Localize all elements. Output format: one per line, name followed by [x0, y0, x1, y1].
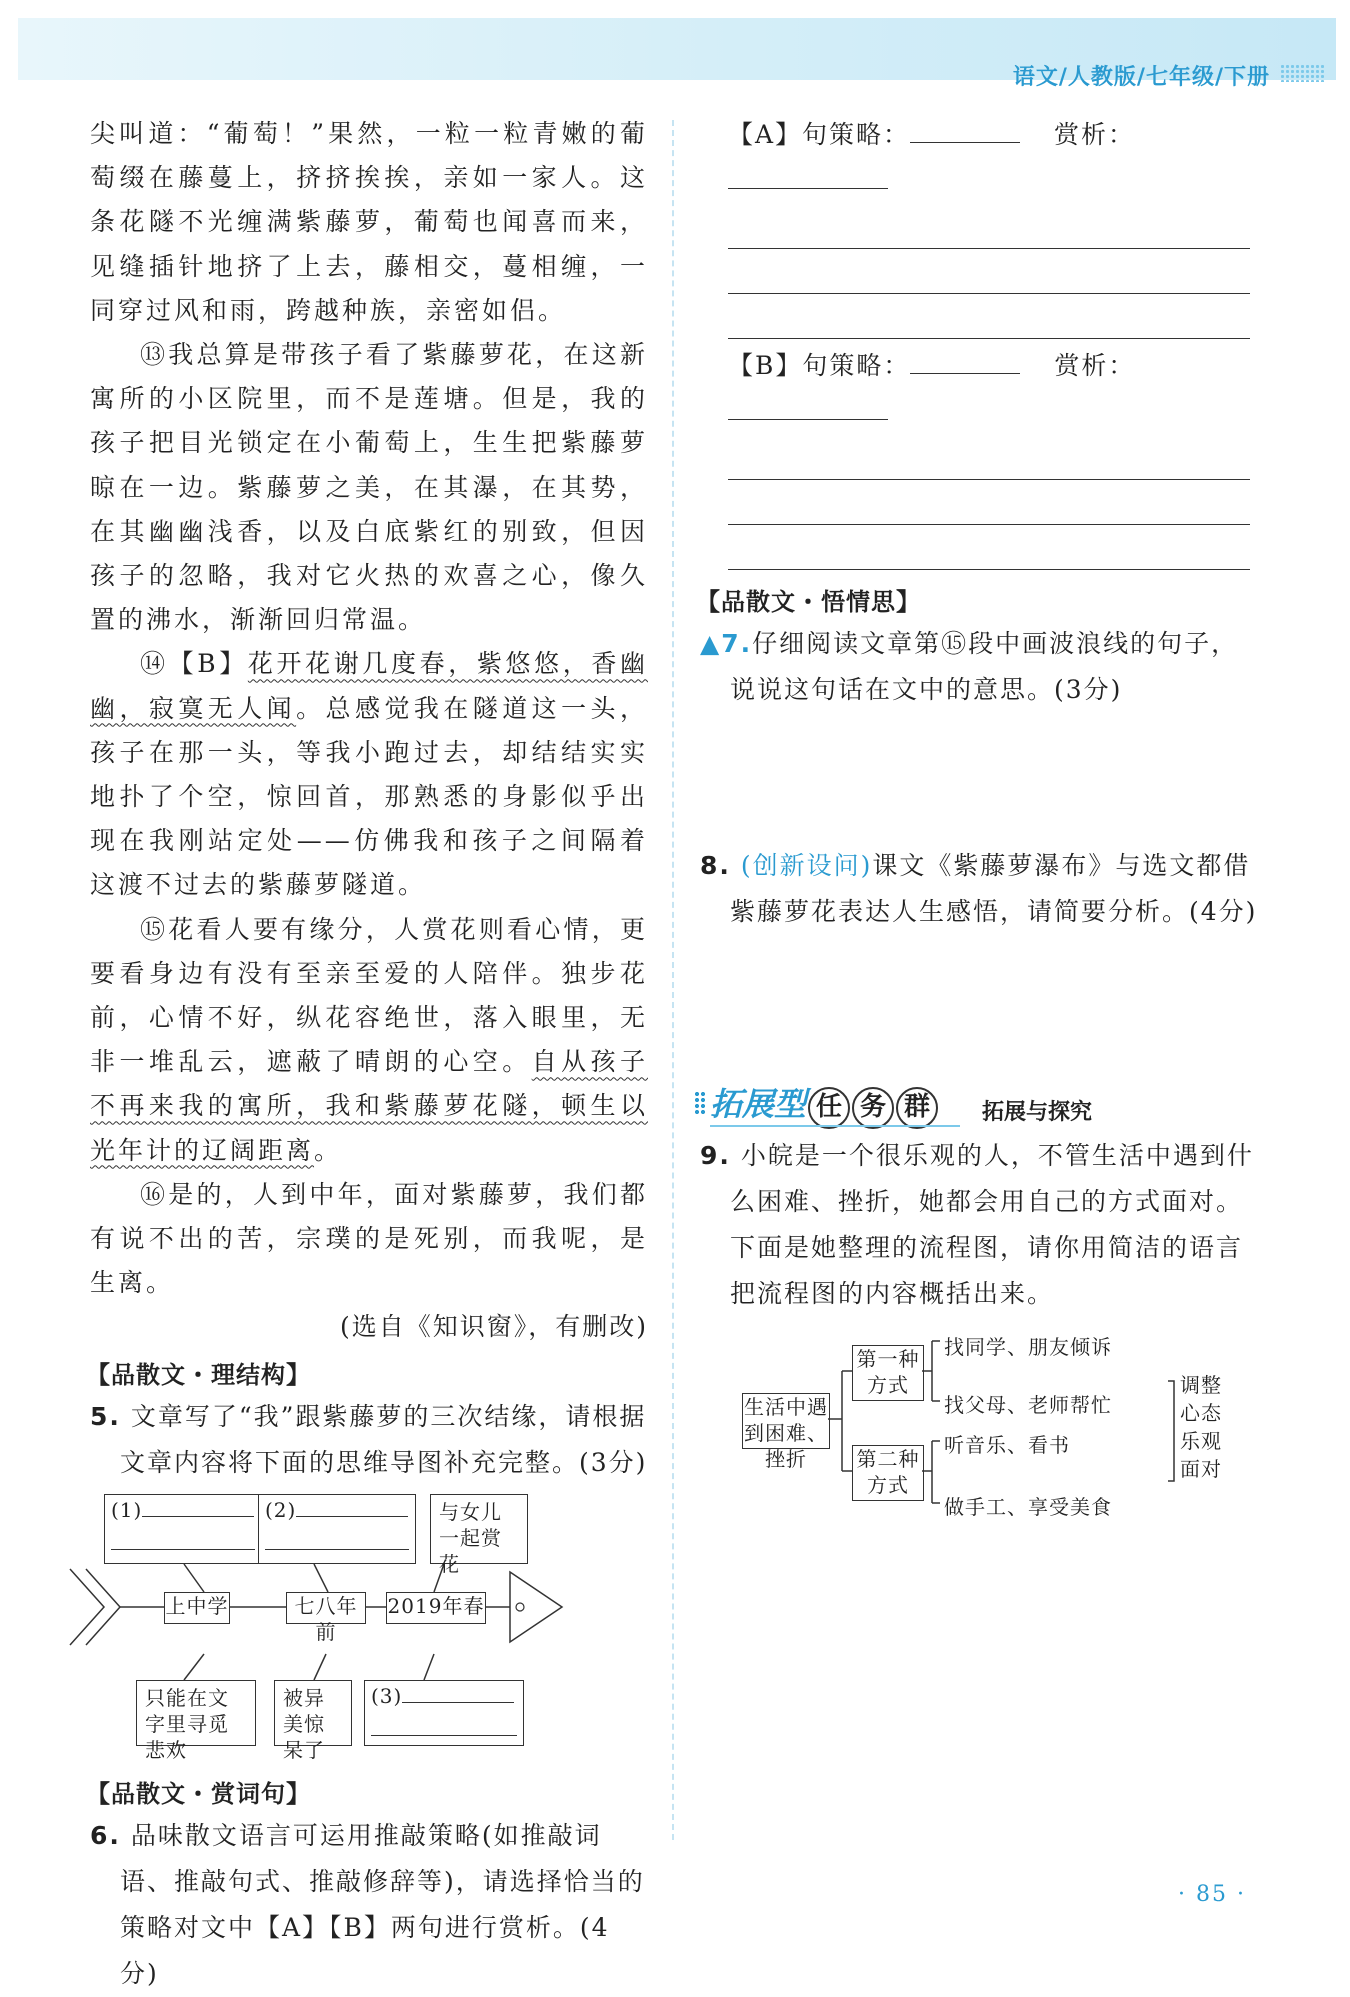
mind-map	[64, 1494, 624, 1764]
extension-mark	[694, 1091, 706, 1115]
q5-number: 5.	[90, 1402, 121, 1432]
p15-start: ⑮花看人要有缘分，人赏花则看心情，更要看身边有没有至亲至爱的人陪伴。独步花前，心情不好，纵花容绝世，落入眼里，无非一堆乱云，遮蔽了晴朗的心空。	[90, 914, 648, 1077]
question-8	[700, 843, 1260, 935]
question-9	[700, 1133, 1260, 1317]
q6-number: 6.	[90, 1821, 121, 1851]
answer-a-line	[700, 112, 1260, 204]
q7-answer-space	[700, 713, 1260, 843]
header-dots-decoration	[1280, 64, 1324, 82]
q9-number: 9.	[700, 1141, 731, 1170]
extension-underline	[710, 1125, 960, 1127]
answer-a-lines[interactable]	[728, 204, 1250, 339]
extension-title-text: 拓展型	[710, 1085, 807, 1123]
extension-subtitle: 拓展与探究	[982, 1100, 1093, 1125]
q9-text: 小皖是一个很乐观的人，不管生活中遇到什么困难、挫折，她都会用自己的方式面对。下面是她整理的流程图，请你用简洁的语言把流程图的内容概括出来。	[730, 1141, 1254, 1308]
flow-way-1-item-a: 找同学、朋友倾诉	[944, 1335, 1112, 1359]
sentence-b-wavy: 花开花谢几度春，紫悠悠，香幽幽，寂寞无人闻	[90, 649, 648, 723]
q8-text: 课文《紫藤萝瀑布》与选文都借紫藤萝花表达人生感悟，请简要分析。(4分)	[730, 851, 1258, 926]
answer-b-lines[interactable]	[728, 435, 1250, 570]
question-6	[90, 1813, 648, 1997]
section-heading-emotion: 【品散文・悟情思】	[696, 588, 921, 616]
flow-result: 调整心态乐观面对	[1180, 1373, 1222, 1481]
circle-char-2: 务	[852, 1087, 894, 1129]
a-strategy-blank[interactable]	[910, 118, 1020, 143]
q8-number: 8.	[700, 851, 731, 880]
q6-text: 品味散文语言可运用推敲策略(如推敲词语、推敲句式、推敲修辞等)，请选择恰当的策略对文中【A】【B】两句进行赏析。(4分)	[120, 1821, 645, 1989]
a-strategy-label: 【A】句策略：	[728, 120, 911, 149]
bot3-label: (3)	[371, 1684, 403, 1709]
flow-way-2-item-b: 做手工、享受美食	[944, 1495, 1112, 1519]
p14-number: ⑭【B】	[140, 649, 248, 679]
source-note: (选自《知识窗》，有删改)	[339, 1312, 648, 1342]
q5-text: 文章写了“我”跟紫藤萝的三次结缘，请根据文章内容将下面的思维导图补充完整。(3分)	[120, 1402, 648, 1478]
p15-end: 。	[314, 1135, 343, 1165]
q8-tag: (创新设问)	[740, 851, 873, 880]
column-divider	[672, 120, 674, 1840]
mindmap-bottom-1: 只能在文字里寻觅悲欢	[136, 1680, 256, 1746]
paragraph-14	[90, 642, 648, 907]
flow-start-box: 生活中遇到困难、挫折	[744, 1395, 828, 1471]
mindmap-bottom-3	[364, 1680, 524, 1746]
mindmap-top-1	[104, 1494, 262, 1564]
flow-way-1-item-b: 找父母、老师帮忙	[944, 1393, 1112, 1417]
question-5	[90, 1394, 648, 1486]
question-7	[700, 621, 1260, 713]
q7-text: 仔细阅读文章第⑮段中画波浪线的句子，说说这句话在文中的意思。(3分)	[730, 629, 1239, 704]
flow-way-2-box: 第二种方式	[852, 1445, 924, 1501]
b-analysis-label: 赏析：	[1054, 351, 1136, 380]
mindmap-bottom-2: 被异美惊呆了	[274, 1680, 352, 1746]
left-column	[86, 112, 648, 1997]
a-analysis-blank[interactable]	[728, 164, 888, 189]
b-strategy-blank[interactable]	[910, 349, 1020, 374]
circle-char-1: 任	[808, 1087, 850, 1129]
paragraph-13: ⑬我总算是带孩子看了紫藤萝花，在这新寓所的小区院里，而不是莲塘。但是，我的孩子把目光锁定在小葡萄上，生生把紫藤萝晾在一边。紫藤萝之美，在其瀑，在其势，在其幽幽浅香，以及白底紫红的别致，但因孩子的忽略，我对它火热的欢喜之心，像久置的沸水，渐渐回归常温。	[90, 340, 648, 635]
paragraph-continued: 尖叫道：“葡萄！”果然，一粒一粒青嫩的葡萄缀在藤蔓上，挤挤挨挨，亲如一家人。这条花隧不光缠满紫藤萝，葡萄也闻喜而来，见缝插针地挤了上去，藤相交，蔓相缠，一同穿过风和雨，跨越种族，亲密如侣。	[90, 119, 648, 325]
q7-number: ▲7.	[700, 629, 753, 658]
mindmap-top-3: 与女儿一起赏花	[430, 1494, 528, 1564]
page-number: · 85 ·	[1178, 1882, 1246, 1907]
top1-label: (1)	[111, 1498, 143, 1523]
section-heading-structure: 【品散文・理结构】	[86, 1361, 311, 1390]
extension-main-title	[710, 1079, 938, 1129]
flow-chart	[700, 1331, 1220, 1531]
paragraph-16: ⑯是的，人到中年，面对紫藤萝，我们都有说不出的苦，宗璞的是死别，而我呢，是生离。	[90, 1179, 648, 1298]
section-heading-words: 【品散文・赏词句】	[86, 1780, 311, 1809]
mindmap-spine-1: 上中学	[164, 1592, 230, 1624]
b-analysis-blank[interactable]	[728, 395, 888, 420]
right-column	[696, 112, 1260, 1531]
header-title: 语文/人教版/七年级/下册	[1012, 65, 1270, 90]
mindmap-top-2	[258, 1494, 416, 1564]
mindmap-spine-2: 七八年前	[286, 1592, 366, 1624]
extension-title	[700, 1079, 1260, 1133]
top2-label: (2)	[265, 1498, 297, 1523]
circle-char-3: 群	[896, 1087, 938, 1129]
flow-way-1-box: 第一种方式	[852, 1345, 924, 1401]
p14-rest: 。总感觉我在隧道这一头，孩子在那一头，等我小跑过去，却结结实实地扑了个空，惊回首，那熟悉的身影似乎出现在我刚站定处——仿佛我和孩子之间隔着这渡不过去的紫藤萝隧道。	[90, 693, 648, 900]
paragraph-15	[90, 908, 648, 1173]
mindmap-spine-3: 2019年春	[386, 1592, 486, 1624]
b-strategy-label: 【B】句策略：	[728, 351, 911, 380]
q8-answer-space	[700, 935, 1260, 1045]
flow-way-2-item-a: 听音乐、看书	[944, 1433, 1070, 1457]
answer-b-line	[700, 343, 1260, 435]
a-analysis-label: 赏析：	[1054, 120, 1136, 149]
sentence-15-wavy: 自从孩子不再来我的寓所，我和紫藤萝花隧，顿生以光年计的辽阔距离	[90, 1047, 648, 1165]
